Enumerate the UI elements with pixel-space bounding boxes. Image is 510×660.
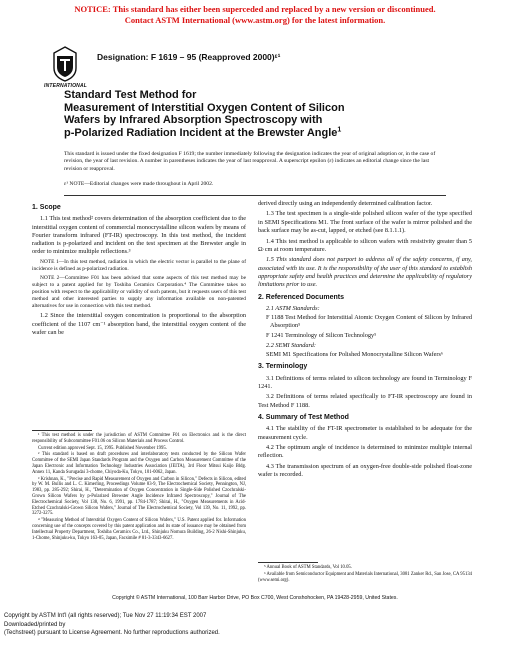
paragraph-4-1: 4.1 The stability of the FT-IR spectrometer is established to be adequate for the measurement cycle.	[258, 425, 472, 441]
paragraph-1-2: 1.2 Since the interstitial oxygen concentration is proportional to the absorption coefficient of the 1107 cm⁻¹ absorption band, the interstitial oxygen content of the wafer can be	[32, 312, 246, 336]
paragraph-1-1: 1.1 This test method² covers determination of the absorption coefficient due to the interstitial oxygen content of commercial monocrystalline silicon wafers by means of Fourier transform infrared (FT-IR) spectroscopy. In this test method, the incident radiation is p-polarized and incident on the test specimen at the Brewster angle in order to minimize multiple reflections.³	[32, 215, 246, 256]
note-1: NOTE 1—In this test method, radiation in which the electric vector is parallel to the plane of incidence is defined as p-polarized radiation.	[32, 258, 246, 272]
paragraph-1-3: 1.3 The test specimen is a single-side polished silicon wafer of the type specified in SEMI Specifications M1. The front surface of the wafer is mirror polished and the back surface may be as-cut, lapped, or etched (see 8.1.1.1).	[258, 210, 472, 235]
note-2: NOTE 2—Committee F01 has been advised that some aspects of this test method may be subject to a patent applied for by Toshiba Ceramics Corporation.⁴ The Committee takes no position with respect to the applicability or validity of such patents, but it requests users of this test method and other interested parties to supply any information available on non-patented alternatives for use in connection with this test method.	[32, 275, 246, 310]
title-line-1: Standard Test Method for	[64, 89, 197, 101]
footnote-2: ² This standard is based on draft procedures and interlaboratory tests conducted by the Silicon Wafer Committee of the SEMI Japan Standards Program and the Oxygen and Carbon Measurement Committee of the Japan Electronic and Information Technology Industries Association (JEITA), 3rd Floor Mitsui Kaijo Bldg. Annex 11, Kanda Surugadai 3-chome, Chiyoda-Ku, Tokyo, 101-0062, Japan.	[32, 452, 246, 475]
footnotes-right	[258, 565, 472, 584]
summary-heading: 4. Summary of Test Method	[258, 414, 349, 422]
title-line-4: p-Polarized Radiation Incident at the Brewster Angle	[64, 126, 338, 139]
notice-line-2: Contact ASTM International (www.astm.org) for the latest information.	[124, 15, 386, 25]
paragraph-1-2-continued: derived directly using an independently determined calibration factor.	[258, 200, 433, 207]
document-title	[64, 89, 464, 139]
supersession-notice	[0, 4, 510, 26]
paragraph-1-4: 1.4 This test method is applicable to silicon wafers with resistivity greater than 5 Ω·cm at room temperature.	[258, 237, 472, 253]
paragraph-1-5: 1.5 This standard does not purport to address all of the safety concerns, if any, associated with its use. It is the responsibility of the user of this standard to establish appropriate safety and health practices and determine the applicability of regulatory limitations prior to use.	[258, 256, 472, 289]
paragraph-3-1: 3.1 Definitions of terms related to silicon technology are found in Terminology F 1241.	[258, 374, 472, 390]
right-column	[258, 200, 472, 482]
footer-line-1: Copyright by ASTM Int'l (all rights reserved); Tue Nov 27 11:19:34 EST 2007	[4, 613, 207, 619]
footnote-4: ⁴ "Measuring Method of Interstitial Oxygen Content of Silicon Wafers," U.S. Patent applied for. Information concerning use of the concepts covered by this patent application and its state of issuance may be obtained from Intellectual Property Department, Toshiba Ceramics Co., Ltd., Shinjuku Nomura Building, 26-2 Nishi-Shinjuku, 1-Chome, Shinjuku-ku, Tokyo 163-05, Japan, Facsimile # 81-3-3343-6627.	[32, 518, 246, 541]
footnote-3: ³ Krishnan, K., "Precise and Rapid Measurement of Oxygen and Carbon in Silicon," Defects in Silicon, edited by W. M. Bullis and L. C. Kimerling, Proceedings Volume 83-9, The Electrochemical Society, Pennington, NJ, 1983, pp. 285-292; Shirai, H., "Determination of Oxygen Concentration in Single-Side Polished Czochralski-Grown Silicon Wafers by p-Polarized Brewster Angle Incidence Infrared Spectroscopy," Journal of The Electrochemical Society, Vol 138, No. 6, 1991, pp. 1784-1787; Shirai, H., "Oxygen Measurements in Acid-Etched Czochralski-Grown Silicon Wafers," Journal of The Electrochemical Society, Vol 139, No. 11, 1992, pp. 3272-3275.	[32, 476, 246, 517]
footnotes-left	[32, 433, 246, 542]
footnote-divider-right	[258, 562, 318, 563]
paragraph-4-3: 4.3 The transmission spectrum of an oxygen-free double-side polished float-zone wafer is recorded.	[258, 462, 472, 479]
footnote-1-edition: Current edition approved Sept. 15, 1995. Published November 1995.	[38, 445, 167, 451]
notice-line-1: NOTICE: This standard has either been superceded and replaced by a new version or discontinued.	[74, 4, 436, 14]
reference-f1241: F 1241 Terminology of Silicon Technology⁵	[266, 332, 377, 340]
semi-standard-subheading: 2.2 SEMI Standard:	[266, 341, 316, 349]
footnote-5: ⁵ Annual Book of ASTM Standards, Vol 10.05.	[264, 565, 352, 570]
logo-label: INTERNATIONAL	[44, 83, 88, 89]
designation: Designation: F 1619 – 95 (Reapproved 2000)ᵋ¹	[97, 52, 281, 62]
title-line-2: Measurement of Interstitial Oxygen Content of Silicon	[64, 101, 345, 114]
footnote-divider-left	[32, 430, 92, 431]
paragraph-4-2: 4.2 The optimum angle of incidence is determined to minimize multiple internal reflection.	[258, 444, 472, 460]
referenced-documents-heading: 2. Referenced Documents	[258, 293, 344, 301]
reference-f1188: F 1188 Test Method for Interstitial Atomic Oxygen Content of Silicon by Infrared Absorption⁵	[266, 314, 472, 330]
standard-notice: This standard is issued under the fixed designation F 1619; the number immediately following the designation indicates the year of original adoption or, in the case of revision, the year of last revision. A number in parentheses indicates the year of last reapproval. A superscript epsilon (ε) indicates an editorial change since the last revision or reapproval.	[64, 151, 436, 172]
title-footnote-ref: 1	[337, 125, 342, 133]
astm-logo-icon	[52, 46, 78, 82]
footer-line-2: Downloaded/printed by	[4, 621, 66, 628]
download-footer	[4, 612, 220, 638]
terminology-heading: 3. Terminology	[258, 363, 308, 371]
editorial-note: ε¹ NOTE—Editorial changes were made throughout in April 2002.	[64, 181, 214, 187]
paragraph-3-2: 3.2 Definitions of terms related specifically to FT-IR spectroscopy are found in Test Method F 1188.	[258, 393, 472, 409]
footer-line-3: (Techstreet) pursuant to License Agreement. No further reproductions authorized.	[4, 630, 220, 636]
footnote-1: ¹ This test method is under the jurisdiction of ASTM Committee F01 on Electronics and is the direct responsibility of Subcommittee F01.06 on Silicon Materials and Process Control.	[32, 433, 246, 444]
left-column	[32, 200, 246, 339]
reference-semi-m1: SEMI M1 Specifications for Polished Monocrystalline Silicon Wafers⁶	[266, 351, 444, 359]
footnote-6: ⁶ Available from Semiconductor Equipment and Materials International, 3081 Zanker Rd., San Jose, CA 95134 (www.semi.org).	[258, 571, 473, 583]
copyright-line: Copyright © ASTM International, 100 Barr Harbor Drive, PO Box C700, West Conshohocken, PA 19428-2959, United States.	[112, 595, 398, 601]
title-line-3: Wafers by Infrared Absorption Spectroscopy with	[64, 114, 323, 126]
scope-heading: 1. Scope	[32, 204, 61, 211]
header-divider	[64, 195, 446, 196]
astm-standards-subheading: 2.1 ASTM Standards:	[266, 304, 320, 312]
